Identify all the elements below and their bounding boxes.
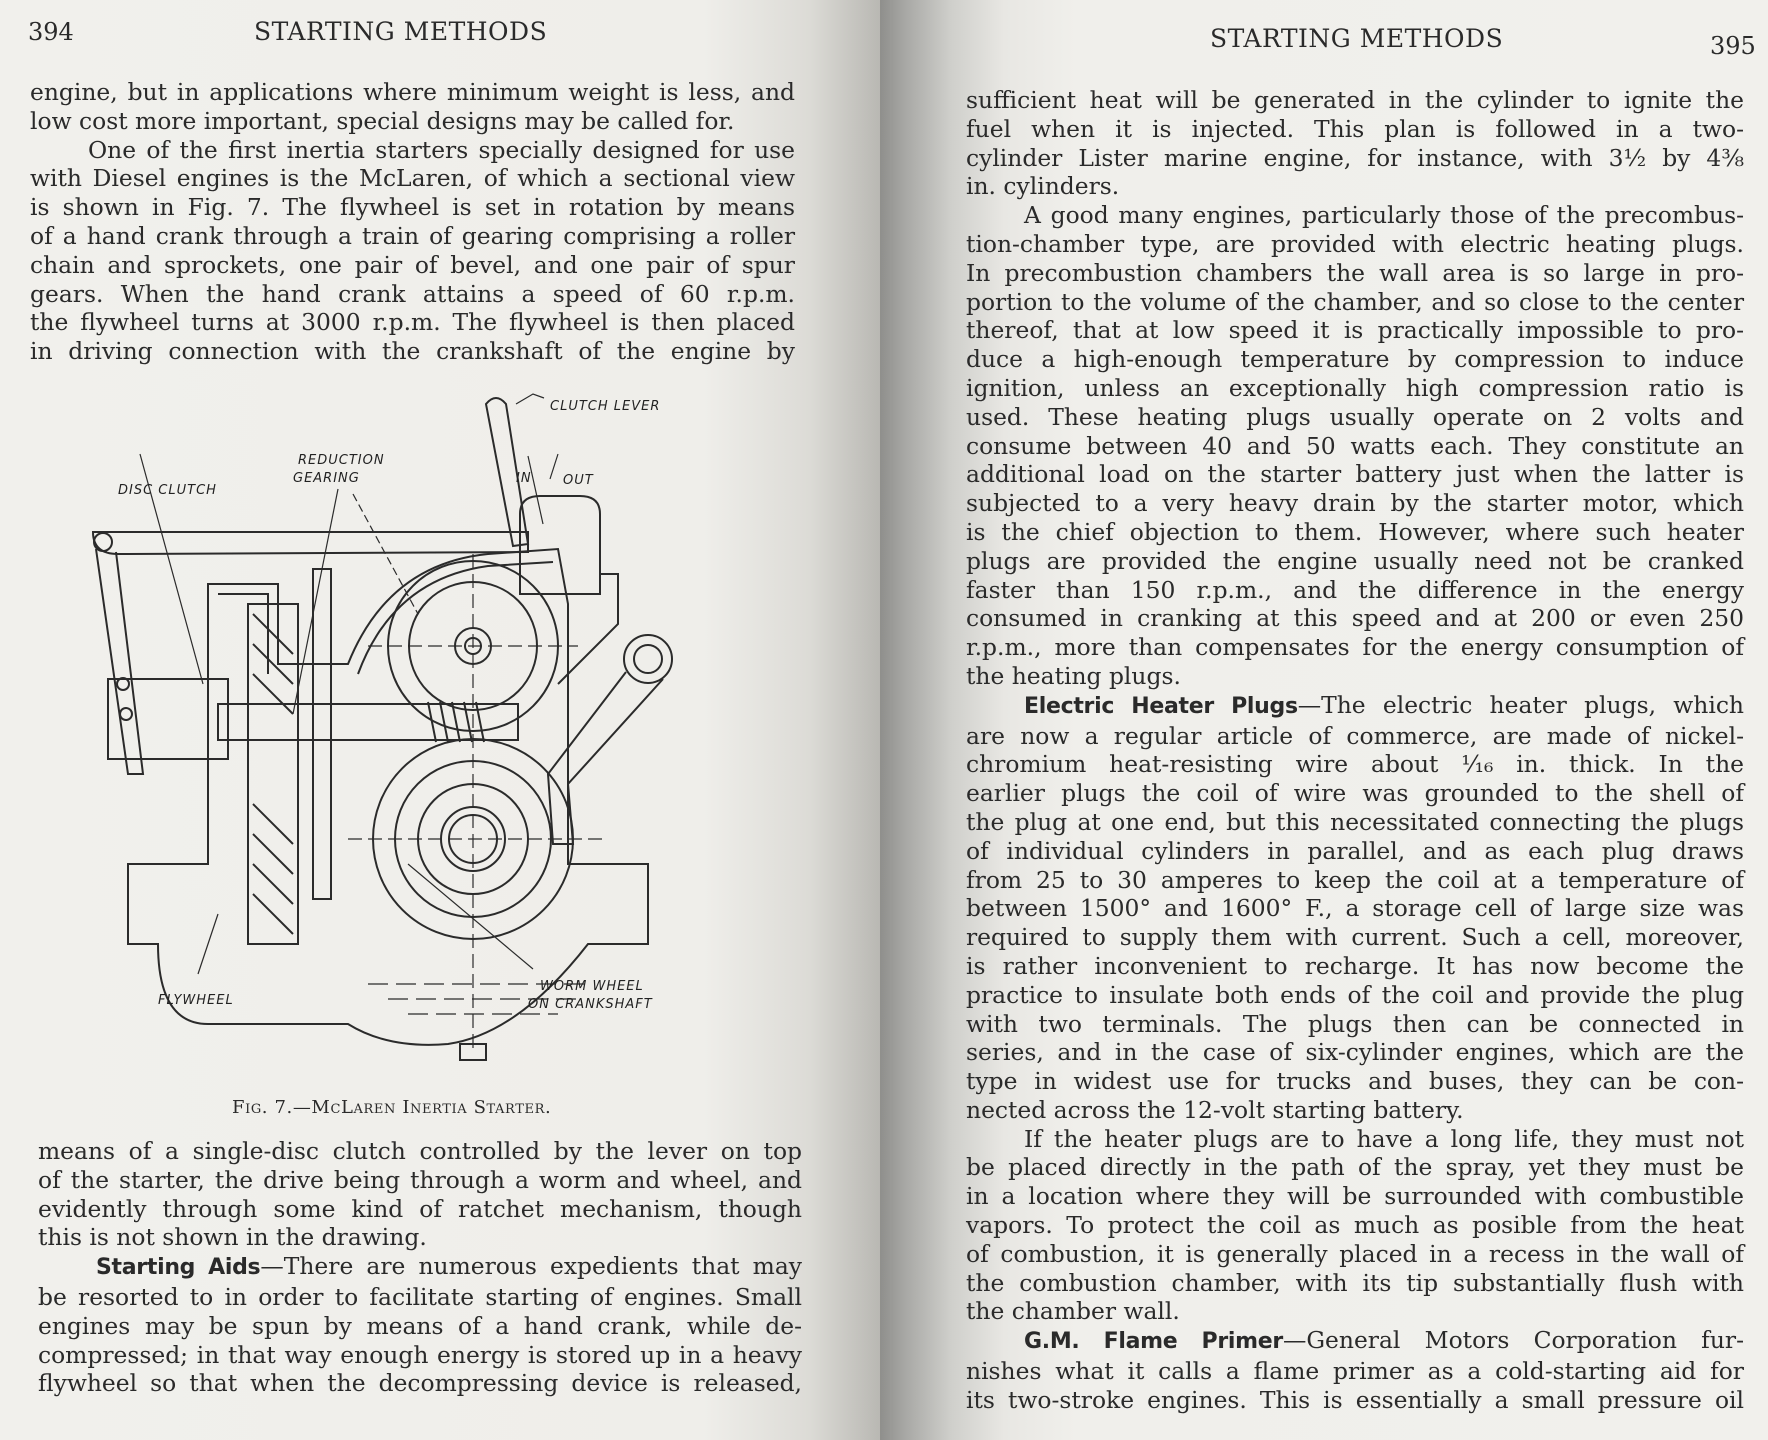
text-run: —The electric heater plugs, which <box>1297 690 1744 719</box>
label-reduction: REDUCTION <box>298 453 385 468</box>
text-line: engine, but in applications where minimum weight is less, and <box>30 78 795 106</box>
text-line: nishes what it calls a flame primer as a cold-starting aid for <box>966 1357 1744 1386</box>
book-gutter <box>890 0 893 1440</box>
text-line: is rather inconvenient to recharge. It has now become the <box>966 951 1744 980</box>
text-line: duce a high-enough temperature by compression to induce <box>966 345 1744 374</box>
text-line: consume between 40 and 50 watts each. They constitute an <box>966 431 1744 460</box>
text-line: One of the first inertia starters specially designed for use <box>88 135 795 164</box>
text-line: be placed directly in the path of the spray, yet they must be <box>966 1153 1744 1182</box>
text-line: vapors. To protect the coil as much as posible from the heat <box>966 1211 1744 1240</box>
text-line: in a location where they will be surrounded with combustible <box>966 1182 1744 1211</box>
text-line: compressed; in that way enough energy is stored up in a heavy <box>38 1340 802 1369</box>
text-line: ignition, unless an exceptionally high compression ratio is <box>966 373 1744 402</box>
text-line: practice to insulate both ends of the coil and provide the plug <box>966 980 1744 1009</box>
text-line: from 25 to 30 amperes to keep the coil at a temperature of <box>966 865 1744 894</box>
text-line: fuel when it is injected. This plan is followed in a two- <box>966 114 1744 143</box>
figure-mclaren-starter <box>88 384 758 1074</box>
text-line: portion to the volume of the chamber, and so close to the center <box>966 287 1744 316</box>
page-number-right: 395 <box>1710 32 1756 60</box>
text-line: the flywheel turns at 3000 r.p.m. The flywheel is then placed <box>30 308 795 337</box>
text-line: tion-chamber type, are provided with electric heating plugs. <box>966 229 1744 258</box>
text-line: earlier plugs the coil of wire was grounded to the shell of <box>966 779 1744 808</box>
text-line: consumed in cranking at this speed and at 200 or even 250 <box>966 604 1744 633</box>
text-line <box>38 1252 802 1283</box>
left-text-bottom <box>38 1137 802 1398</box>
text-line: gears. When the hand crank attains a speed of 60 r.p.m. <box>30 279 795 308</box>
text-line: its two-stroke engines. This is essentially a small pressure oil <box>966 1385 1744 1414</box>
label-in: IN <box>516 471 532 486</box>
text-line: faster than 150 r.p.m., and the difference in the energy <box>966 575 1744 604</box>
text-line: low cost more important, special designs may be called for. <box>30 106 735 135</box>
text-line: with Diesel engines is the McLaren, of which a sectional view <box>30 164 795 193</box>
text-line: in driving connection with the crankshaft of the engine by <box>30 337 795 366</box>
text-line: used. These heating plugs usually operate on 2 volts and <box>966 402 1744 431</box>
text-line: of a hand crank through a train of gearing comprising a roller <box>30 221 795 250</box>
label-flywheel: FLYWHEEL <box>158 993 234 1008</box>
text-line <box>966 691 1744 722</box>
text-line: the plug at one end, but this necessitated connecting the plugs <box>966 807 1744 836</box>
text-line: sufficient heat will be generated in the cylinder to ignite the <box>966 86 1744 114</box>
text-line: in. cylinders. <box>966 172 1120 201</box>
text-line: of the starter, the drive being through a worm and wheel, and <box>38 1165 802 1194</box>
text-line: nected across the 12-volt starting battery. <box>966 1095 1464 1124</box>
label-disc-clutch: DISC CLUTCH <box>118 483 217 498</box>
text-line: the chamber wall. <box>966 1297 1180 1326</box>
right-page <box>880 0 1768 1440</box>
figure-caption: Fig. 7.—McLaren Inertia Starter. <box>232 1097 552 1118</box>
section-heading: Electric Heater Plugs <box>1024 693 1298 719</box>
engine-section-drawing <box>88 384 758 1074</box>
text-line: means of a single-disc clutch controlled by the lever on top <box>38 1137 802 1165</box>
text-line: of individual cylinders in parallel, and as each plug draws <box>966 836 1744 865</box>
text-line: between 1500° and 1600° F., a storage cell of large size was <box>966 894 1744 923</box>
text-line: the combustion chamber, with its tip substantially flush with <box>966 1268 1744 1297</box>
text-line: are now a regular article of commerce, are made of nickel- <box>966 721 1744 750</box>
text-line: A good many engines, particularly those of the precombus- <box>1024 201 1744 230</box>
section-heading: G.M. Flame Primer <box>1024 1329 1283 1355</box>
text-run: —General Motors Corporation fur- <box>1282 1326 1744 1355</box>
text-line: subjected to a very heavy drain by the starter motor, which <box>966 489 1744 518</box>
page-number-left: 394 <box>28 18 74 46</box>
label-clutch-lever: CLUTCH LEVER <box>550 399 661 414</box>
text-line: cylinder Lister marine engine, for instance, with 3½ by 4⅜ <box>966 143 1744 172</box>
text-line <box>966 1326 1744 1357</box>
left-text-top <box>30 78 795 366</box>
text-line: chromium heat-resisting wire about ⅟₁₆ in. thick. In the <box>966 750 1744 779</box>
label-worm-wheel: WORM WHEEL <box>540 979 644 994</box>
text-line: be resorted to in order to facilitate starting of engines. Small <box>38 1282 802 1311</box>
label-gearing: GEARING <box>293 471 360 486</box>
left-page <box>0 0 880 1440</box>
running-head-left: STARTING METHODS <box>254 17 548 46</box>
running-head-right: STARTING METHODS <box>1210 24 1504 53</box>
text-line: In precombustion chambers the wall area is so large in pro- <box>966 258 1744 287</box>
text-line: r.p.m., more than compensates for the energy consumption of <box>966 633 1744 662</box>
text-line: evidently through some kind of ratchet mechanism, though <box>38 1194 802 1223</box>
label-on-crankshaft: ON CRANKSHAFT <box>528 997 653 1012</box>
text-line: is shown in Fig. 7. The flywheel is set in rotation by means <box>30 193 795 222</box>
text-line: this is not shown in the drawing. <box>38 1223 427 1252</box>
text-line: is the chief objection to them. However, where such heater <box>966 517 1744 546</box>
label-out: OUT <box>563 473 594 488</box>
text-line: engines may be spun by means of a hand crank, while de- <box>38 1311 802 1340</box>
text-line: additional load on the starter battery just when the latter is <box>966 460 1744 489</box>
text-run: —There are numerous expedients that may <box>260 1252 802 1281</box>
text-line: plugs are provided the engine usually need not be cranked <box>966 546 1744 575</box>
text-line: If the heater plugs are to have a long life, they must not <box>1024 1124 1744 1153</box>
text-line: series, and in the case of six-cylinder engines, which are the <box>966 1038 1744 1067</box>
text-line: the heating plugs. <box>966 661 1181 690</box>
text-line: required to supply them with current. Such a cell, moreover, <box>966 923 1744 952</box>
text-line: thereof, that at low speed it is practically impossible to pro- <box>966 316 1744 345</box>
text-line: type in widest use for trucks and buses, they can be con- <box>966 1067 1744 1096</box>
text-line: flywheel so that when the decompressing device is released, <box>38 1369 802 1398</box>
text-line: chain and sprockets, one pair of bevel, and one pair of spur <box>30 250 795 279</box>
text-line: of combustion, it is generally placed in a recess in the wall of <box>966 1239 1744 1268</box>
section-heading: Starting Aids <box>96 1255 261 1281</box>
text-line: with two terminals. The plugs then can be connected in <box>966 1009 1744 1038</box>
right-text-body <box>966 86 1744 1415</box>
